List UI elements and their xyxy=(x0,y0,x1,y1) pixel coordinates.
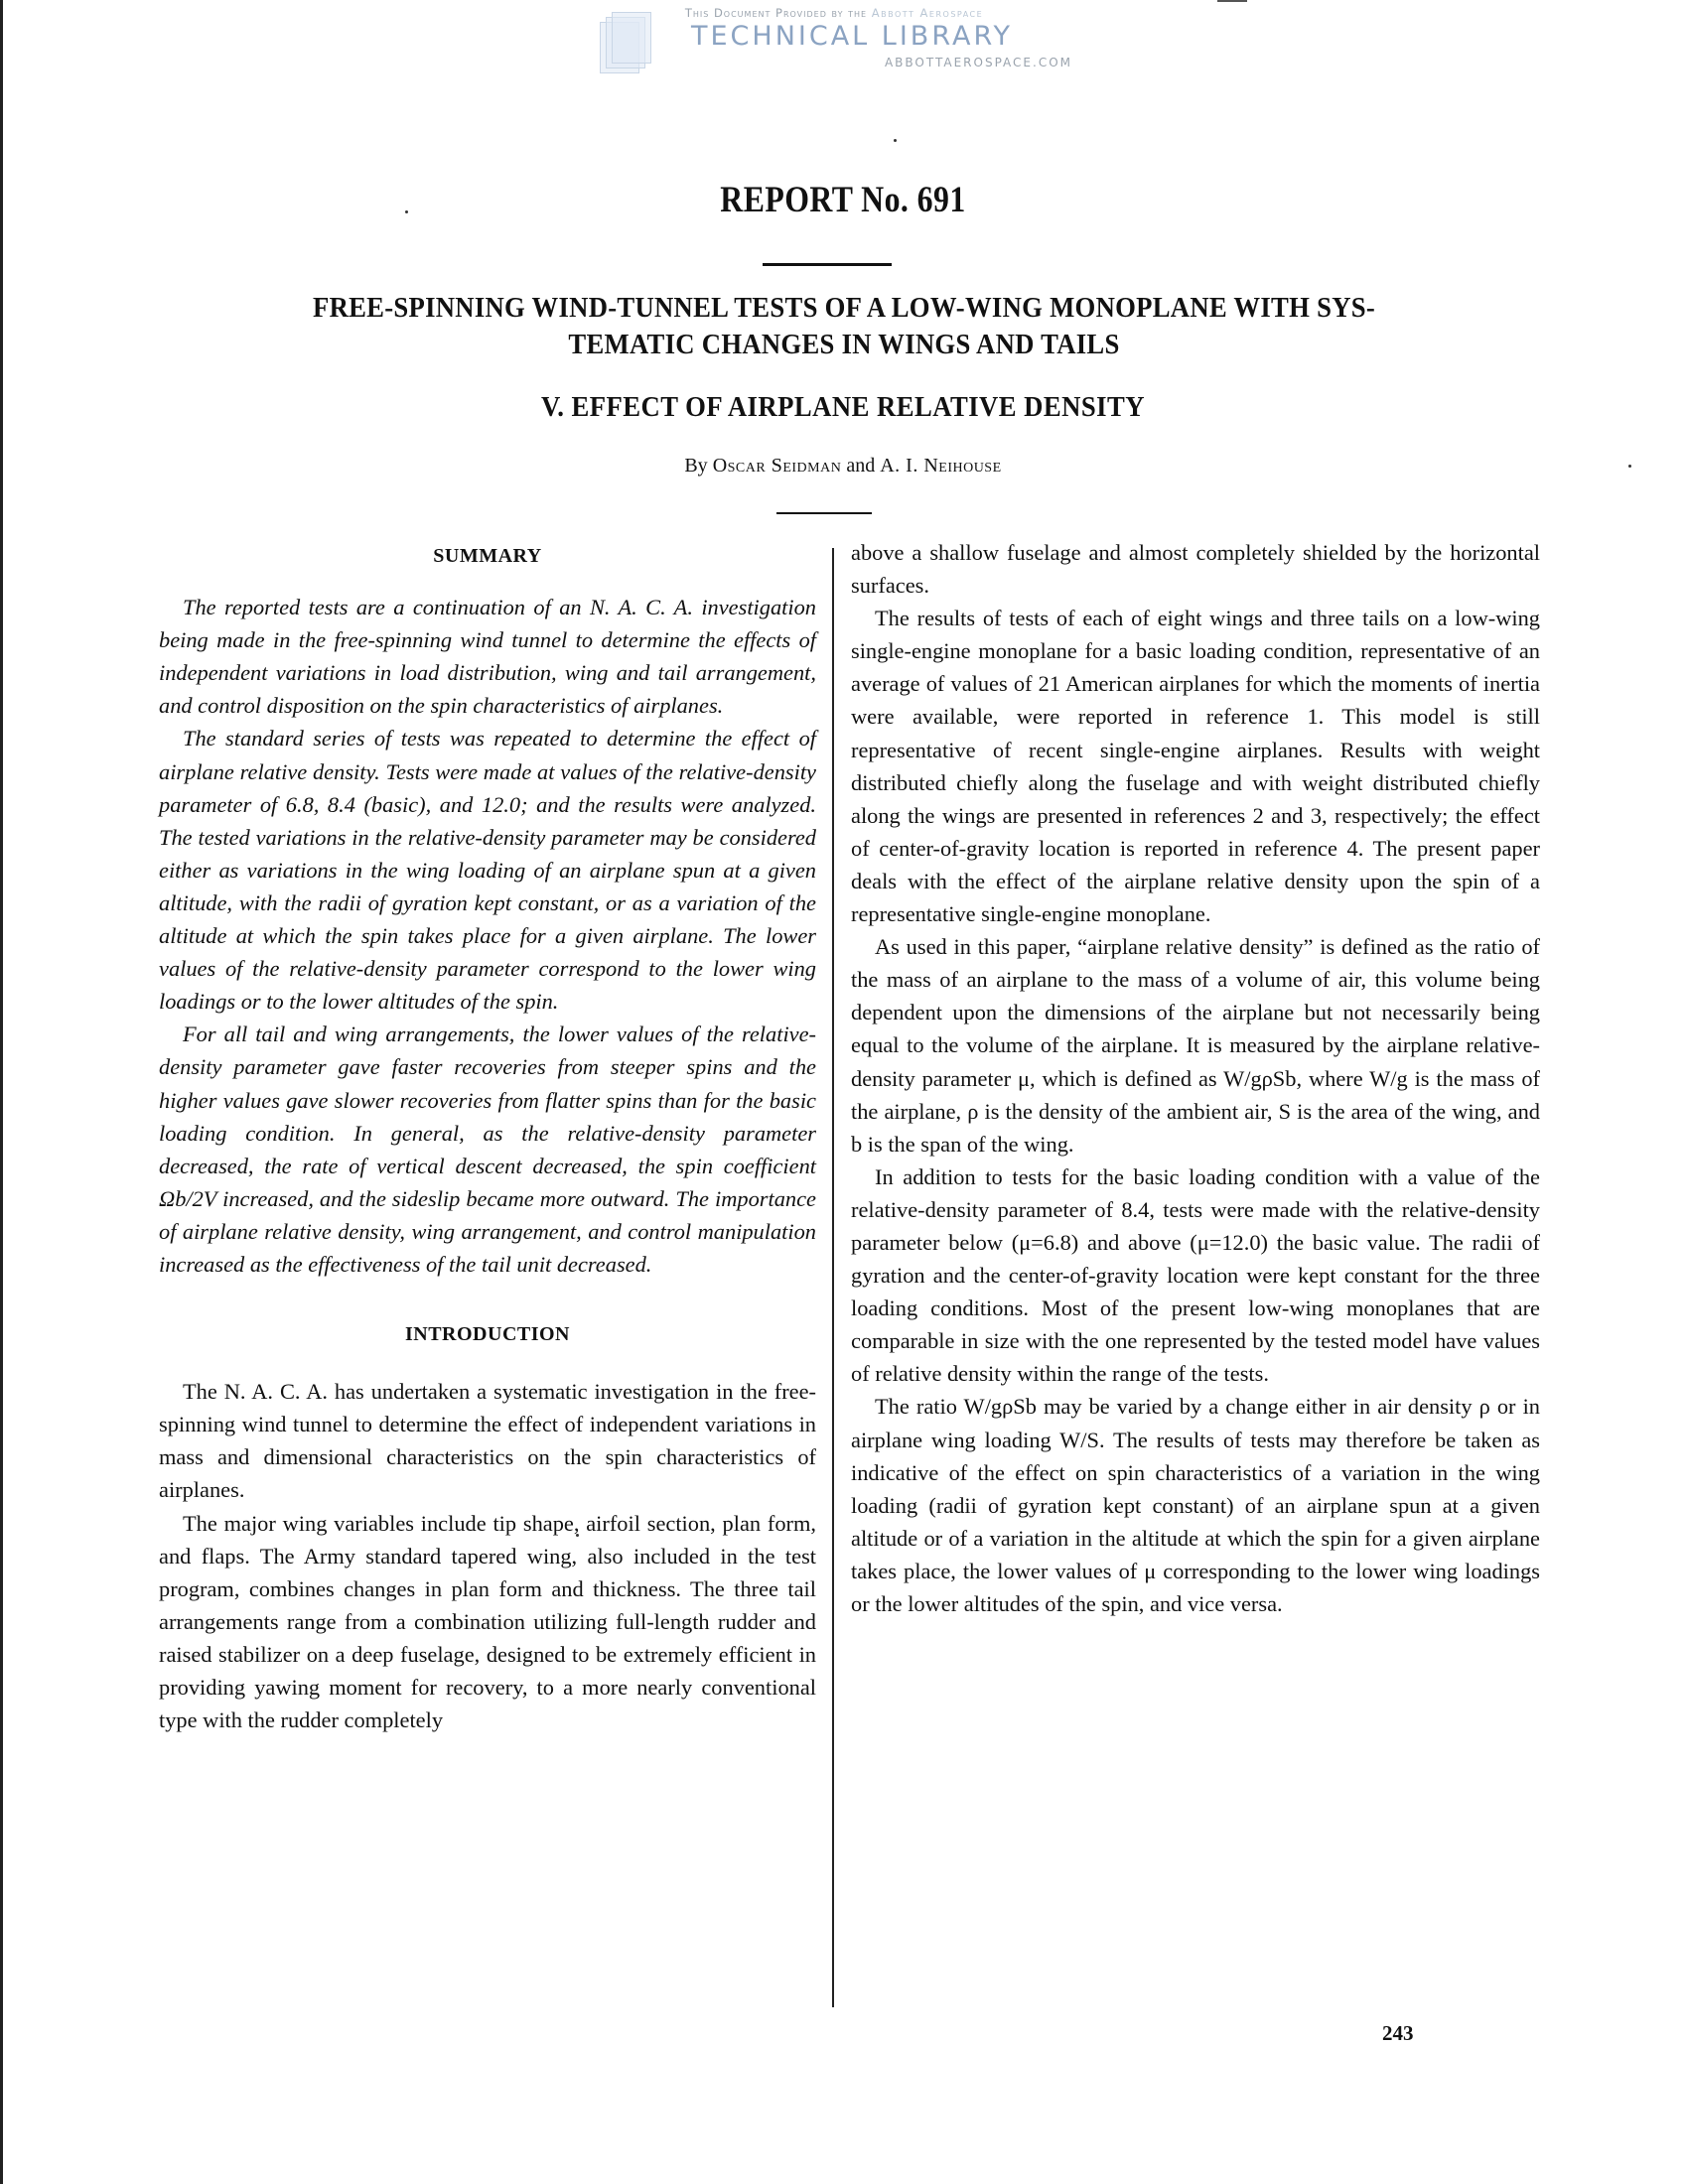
right-column xyxy=(851,536,1540,1620)
body-paragraph: The results of tests of each of eight wings and three tails on a low-wing single-engine monoplane for a basic loading condition, representative of an average of values of 21 American airplanes for which the moments of inertia were available, were reported in reference 1. This model is still representative of recent single-engine airplanes. Results with weight distributed chiefly along the fuselage and with weight distributed chiefly along the wings are presented in references 2 and 3, respectively; the effect of center-of-gravity location is reported in reference 4. The present paper deals with the effect of the airplane relative density upon the spin of a representative single-engine monoplane. xyxy=(851,606,1540,927)
left-column xyxy=(159,536,816,1736)
body-paragraph: The ratio W/gρSb may be varied by a change either in air density ρ or in airplane wing loading W/S. The results of tests may therefore be taken as indicative of the effect on spin characteristics of a variation in the wing loading (radii of gyration kept constant) of an airplane spun at a given altitude or of a variation in the altitude at which the spin for a given airplane takes place, the lower values of μ corresponding to the lower wing loadings or the lower altitudes of the spin, and vice versa. xyxy=(851,1394,1540,1616)
title-rule xyxy=(763,263,892,266)
title-line-2: TEMATIC CHANGES IN WINGS AND TAILS xyxy=(568,329,1120,360)
watermark-library: TECHNICAL LIBRARY xyxy=(690,21,1013,52)
title-line-1: FREE-SPINNING WIND-TUNNEL TESTS OF A LOW-WING MONOPLANE WITH SYS- xyxy=(312,292,1376,324)
introduction-heading: INTRODUCTION xyxy=(404,1323,571,1346)
author-rule xyxy=(776,512,872,514)
introduction-paragraph: The major wing variables include tip shape, airfoil section, plan form, and flaps. The Army standard tapered wing, also included in the test program, combines changes in plan form and thickness. The three tail arrangements range from a combination utilizing full-length rudder and raised stabilizer on a deep fuselage, designed to be extremely efficient in providing yawing moment for recovery, to a more nearly conventional type with the rudder completely xyxy=(159,1510,816,1733)
summary-paragraph: For all tail and wing arrangements, the lower values of the relative-density parameter gave faster recoveries from steeper spins and the higher values gave slower recoveries from flatter spins than for the basic loading condition. In general, as the relative-density parameter decreased, the rate of vertical descent decreased, the spin coefficient Ωb/2V increased, and the sideslip became more outward. The importance of airplane relative density, wing arrangement, and control manipulation increased as the effectiveness of the tail unit decreased. xyxy=(159,1022,816,1277)
summary-paragraph: The reported tests are a continuation of an N. A. C. A. investigation being made in the free-spinning wind tunnel to determine the effects of independent variations in load distribution, wing and tail arrangement, and control disposition on the spin characteristics of airplanes. xyxy=(159,595,816,719)
body-paragraph: In addition to tests for the basic loading condition with a value of the relative-density parameter of 8.4, tests were made with the relative-density parameter below (μ=6.8) and above (μ=12.0) the basic value. The radii of gyration and the center-of-gravity location were kept constant for the three loading conditions. Most of the present low-wing monoplanes that are comparable in size with the one represented by the tested model have values of relative density within the range of the tests. xyxy=(851,1163,1540,1387)
author-name: Oscar Seidman xyxy=(712,455,842,477)
watermark xyxy=(596,4,1072,83)
document-title xyxy=(159,290,1529,363)
scan-mark xyxy=(1217,0,1247,2)
summary-heading: SUMMARY xyxy=(433,545,542,567)
watermark-url[interactable]: ABBOTTAEROSPACE.COM xyxy=(884,56,1072,69)
summary-paragraph: The standard series of tests was repeated to determine the effect of airplane relative density. Tests were made at values of the relative-density parameter of 6.8, 8.4 (basic), and 12.0; and the results were analyzed. The tested variations in the relative-density parameter may be considered either as variations in the wing loading of an airplane spun at a given altitude, with the radii of gyration kept constant, or as a variation of the altitude at which the spin takes place for a given airplane. The lower values of the relative-density parameter correspond to the lower wing loadings or to the lower altitudes of the spin. xyxy=(159,726,816,1015)
scan-speck xyxy=(894,139,897,142)
report-number: REPORT No. 691 xyxy=(720,180,966,220)
page-edge-line xyxy=(0,0,3,2184)
page-number: 243 xyxy=(1382,2021,1414,2045)
watermark-prefix: This Document Provided by the xyxy=(684,6,868,20)
byline-prefix: By xyxy=(684,455,708,477)
watermark-brand: Abbott Aerospace xyxy=(871,6,984,20)
author-name: A. I. Neihouse xyxy=(880,455,1002,477)
column-divider xyxy=(832,548,834,2007)
body-paragraph: As used in this paper, “airplane relative density” is defined as the ratio of the mass of an airplane to the mass of a volume of air, this volume being dependent upon the dimensions of the airplane but not necessarily being equal to the volume of the airplane. It is measured by the airplane relative-density parameter μ, which is defined as W/gρSb, where W/g is the mass of the airplane, ρ is the density of the ambient air, S is the area of the wing, and b is the span of the wing. xyxy=(851,934,1540,1157)
document-subtitle: V. EFFECT OF AIRPLANE RELATIVE DENSITY xyxy=(540,391,1146,423)
watermark-provided-by xyxy=(596,6,1072,20)
byline-and: and xyxy=(846,455,876,477)
introduction-paragraph: The N. A. C. A. has undertaken a systematic investigation in the free-spinning wind tunnel to determine the effect of independent variations in mass and dimensional characteristics on the spin characteristics of airplanes. xyxy=(159,1379,816,1503)
byline xyxy=(0,455,1686,478)
body-paragraph: above a shallow fuselage and almost completely shielded by the horizontal surfaces. xyxy=(851,540,1540,599)
